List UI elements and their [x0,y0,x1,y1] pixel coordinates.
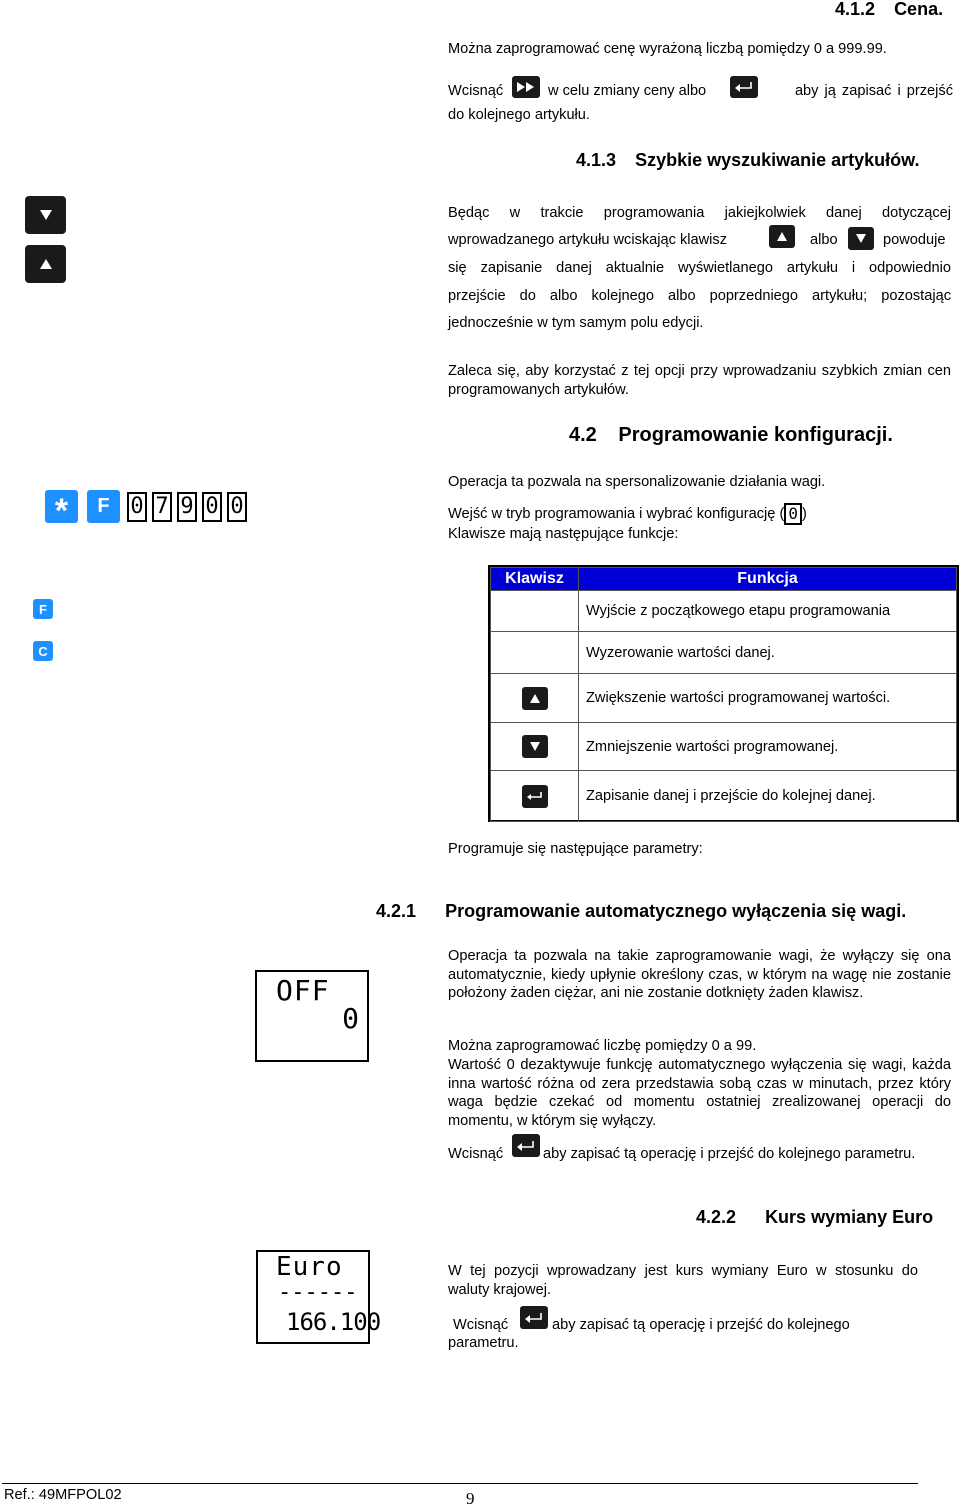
f-key: F [33,599,53,619]
column-header-function: Funkcja [579,568,957,591]
text: aby ją zapisać i przejść [794,83,953,99]
heading-number: 4.1.3 [576,150,617,170]
heading-title: Cena. [894,0,944,19]
key-cell [491,591,579,632]
lcd-line-1: OFF [276,974,330,1007]
paragraph: Wartość 0 dezaktywuje funkcję automatycznego wyłączenia się wagi, każda inna wartość różna od zera przedstawia sobą czas w minutach, przez który waga będzie czekać od momentu ostatniej zrealizowanej operacji do momentu, w którym się wyłączy. [448,1057,951,1129]
down-arrow-icon [522,735,548,758]
text-line: się zapisanie danej aktualnie wyświetlanego artykułu i odpowiednio [448,260,951,276]
function-cell [579,632,957,674]
config-digit-box: 0 [784,503,802,525]
function-cell [579,771,957,822]
star-key: * [45,490,78,523]
footer-rule [2,1483,918,1484]
text-line [448,503,807,525]
text: parametru. [448,1335,519,1351]
text: albo [810,232,838,248]
digit-box: 0 [227,492,247,522]
heading-4-1-3 [576,150,920,171]
lcd-line-3: 166.100 [286,1308,381,1336]
enter-key-icon [730,76,758,98]
function-text: Zwiększenie wartości programowanej wartości. [586,690,891,706]
digit-box: 0 [202,492,222,522]
paragraph: Można zaprogramować liczbę pomiędzy 0 a 99. [448,1038,757,1054]
text-line: Operacja ta pozwala na spersonalizowanie działania wagi. [448,474,826,490]
down-key-icon [848,227,874,250]
function-text: Wyjście z początkowego etapu programowania [586,603,891,619]
text: do kolejnego artykułu. [448,107,590,123]
heading-4-2-1 [376,901,906,922]
lcd-display-off [255,970,369,1062]
enter-key-icon [520,1306,548,1329]
lcd-line-1: Euro [276,1252,343,1282]
enter-key-icon [512,1134,540,1157]
text: Wcisnąć [448,83,504,99]
heading-title: Programowanie konfiguracji. [618,424,893,446]
heading-4-2 [569,424,893,447]
paragraph: W tej pozycji wprowadzany jest kurs wymiany Euro w stosunku do waluty krajowej. [448,1263,918,1298]
key-cell [491,632,579,674]
fast-forward-key-icon [512,76,540,98]
page-number: 9 [466,1489,475,1508]
heading-title: Kurs wymiany Euro [765,1207,934,1227]
text-line: wprowadzanego artykułu wciskając klawisz [448,232,728,248]
up-key-icon [769,225,795,248]
function-cell [579,723,957,771]
heading-title: Szybkie wyszukiwanie artykułów. [635,150,920,170]
text: Wcisnąć [453,1317,509,1333]
footer-ref: Ref.: 49MFPOL02 [4,1487,122,1503]
text-line: Klawisze mają następujące funkcje: [448,526,679,542]
paragraph: Operacja ta pozwala na takie zaprogramowanie wagi, że wyłączy się ona automatycznie, kiedy upłynie określony czas, w którym na wagę nie zostanie położony żaden ciężar, ani nie zostanie dotknięty żaden klawisz. [448,948,951,1001]
paragraph: Można zaprogramować cenę wyrażoną liczbą pomiędzy 0 a 999.99. [448,41,887,57]
up-key-icon [25,245,66,283]
digit-box: 9 [177,492,197,522]
enter-icon [522,785,548,808]
paragraph: Zaleca się, aby korzystać z tej opcji przy wprowadzaniu szybkich zmian cen programowanych artykułów. [448,363,951,398]
key-cell [491,723,579,771]
down-key-icon [25,196,66,234]
text: ) [801,505,807,522]
digit-box: 7 [152,492,172,522]
key-table [490,567,957,822]
heading-number: 4.1.2 [835,0,876,19]
column-header-key: Klawisz [491,568,579,591]
function-cell [579,674,957,723]
text: w celu zmiany ceny albo [548,83,707,99]
function-text: Wyzerowanie wartości danej. [586,644,775,661]
digit-box: 0 [127,492,147,522]
heading-number: 4.2.1 [376,901,417,921]
heading-number: 4.2 [569,424,597,446]
function-text: Zmniejszenie wartości programowanej. [586,738,839,755]
up-arrow-icon [522,687,548,710]
heading-title: Programowanie automatycznego wyłączenia się wagi. [445,901,907,921]
text: aby zapisać tą operację i przejść do kolejnego [552,1317,850,1333]
text-line: Będąc w trakcie programowania jakiejkolwiek danej dotyczącej [448,205,951,221]
key-cell [491,674,579,723]
text: powoduje [883,232,946,248]
text: Wcisnąć [448,1146,504,1162]
lcd-display-euro [256,1250,381,1344]
function-cell [579,591,957,632]
text: aby zapisać tą operację i przejść do kolejnego parametru. [543,1146,916,1162]
heading-4-1-2 [835,0,943,20]
text-line: przejście do albo kolejnego albo poprzedniego artykułu; pozostając [448,288,951,304]
text: Wejść w tryb programowania i wybrać konfigurację ( [448,505,785,522]
c-key: C [33,641,53,661]
f-key: F [87,490,120,523]
text-line: Programuje się następujące parametry: [448,841,703,857]
heading-4-2-2 [696,1207,933,1228]
lcd-line-2: ------ [278,1280,358,1305]
text-line: jednocześnie w tym samym polu edycji. [448,315,704,331]
lcd-line-2: 0 [342,1002,359,1035]
heading-number: 4.2.2 [696,1207,737,1227]
function-text: Zapisanie danej i przejście do kolejnej danej. [586,788,876,804]
key-cell [491,771,579,822]
